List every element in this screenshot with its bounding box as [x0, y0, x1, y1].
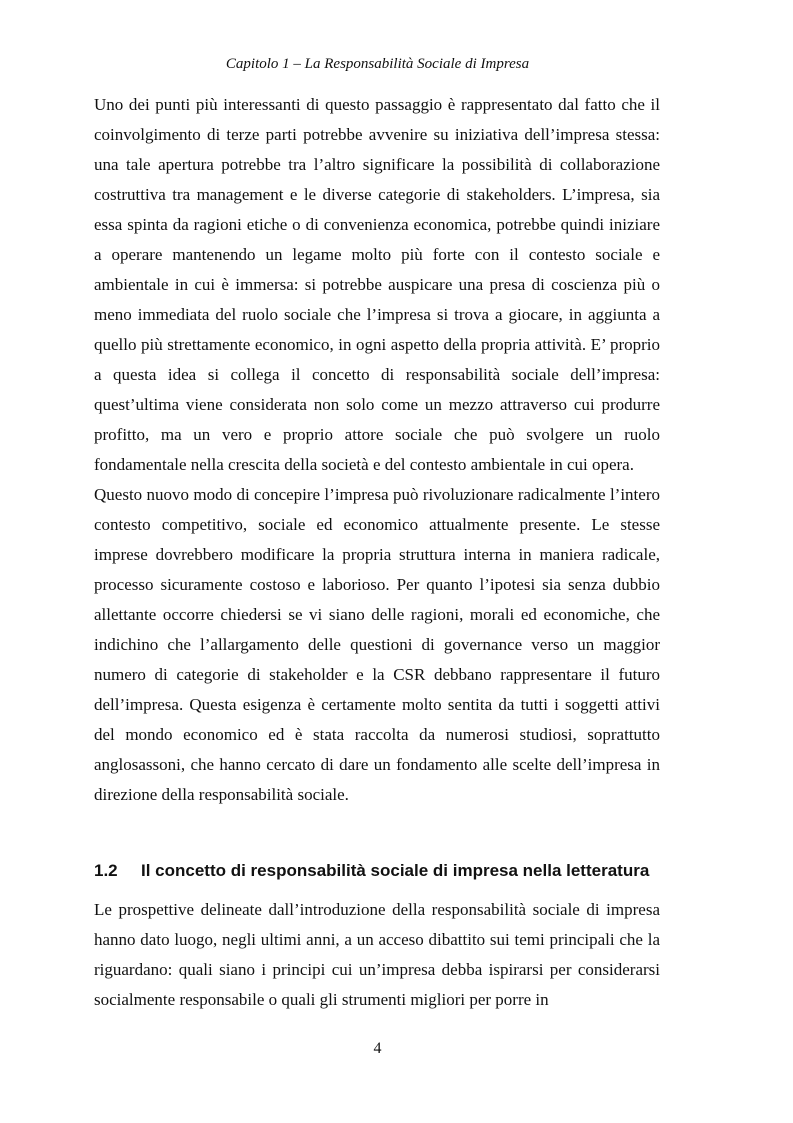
body-paragraph-1: Uno dei punti più interessanti di questo passaggio è rappresentato dal fatto che il coinvolgimento di terze parti potrebbe avvenire su iniziativa dell’impresa stessa: una tale apertura potrebbe tra l’altro significare la possibilità di collaborazione costruttiva tra management e le diverse categorie di stakeholders. L’impresa, sia essa spinta da ragioni etiche o di convenienza economica, potrebbe quindi iniziare a operare mantenendo un legame molto più forte con il contesto sociale e ambientale in cui è immersa: si potrebbe auspicare una presa di coscienza più o meno immediata del ruolo sociale che l’impresa si trova a giocare, in aggiunta a quello più strettamente economico, in ogni aspetto della propria attività. E’ proprio a questa idea si collega il concetto di responsabilità sociale dell’impresa: quest’ultima viene considerata non solo come un mezzo attraverso cui produrre profitto, ma un vero e proprio attore sociale che può svolgere un ruolo fondamentale nella crescita della società e del contesto ambientale in cui opera. — [94, 95, 660, 474]
section-paragraph-1: Le prospettive delineate dall’introduzione della responsabilità sociale di impresa hanno dato luogo, negli ultimi anni, a un acceso dibattito sui temi principali che la riguardano: quali siano i principi cui un’impresa debba ispirarsi per considerarsi socialmente responsabile o quali gli strumenti migliori per porre in — [94, 900, 660, 1009]
section-text — [94, 895, 660, 1015]
section-heading — [94, 861, 674, 881]
section-number: 1.2 — [94, 861, 118, 880]
body-text — [94, 90, 660, 810]
body-paragraph-2: Questo nuovo modo di concepire l’impresa può rivoluzionare radicalmente l’intero contesto competitivo, sociale ed economico attualmente presente. Le stesse imprese dovrebbero modificare la propria struttura interna in maniera radicale, processo sicuramente costoso e laborioso. Per quanto l’ipotesi sia senza dubbio allettante occorre chiedersi se vi siano delle ragioni, morali ed economiche, che indichino che l’allargamento delle questioni di governance verso un maggior numero di categorie di stakeholder e la CSR debbano rappresentare il futuro dell’impresa. Questa esigenza è certamente molto sentita da tutti i soggetti attivi del mondo economico ed è stata raccolta da numerosi studiosi, soprattutto anglosassoni, che hanno cercato di dare un fondamento alle scelte dell’impresa in direzione della responsabilità sociale. — [94, 485, 660, 804]
section-title: Il concetto di responsabilità sociale di impresa nella letteratura — [141, 861, 650, 880]
running-header: Capitolo 1 – La Responsabilità Sociale di Impresa — [225, 56, 530, 72]
page-number: 4 — [373, 1040, 382, 1057]
